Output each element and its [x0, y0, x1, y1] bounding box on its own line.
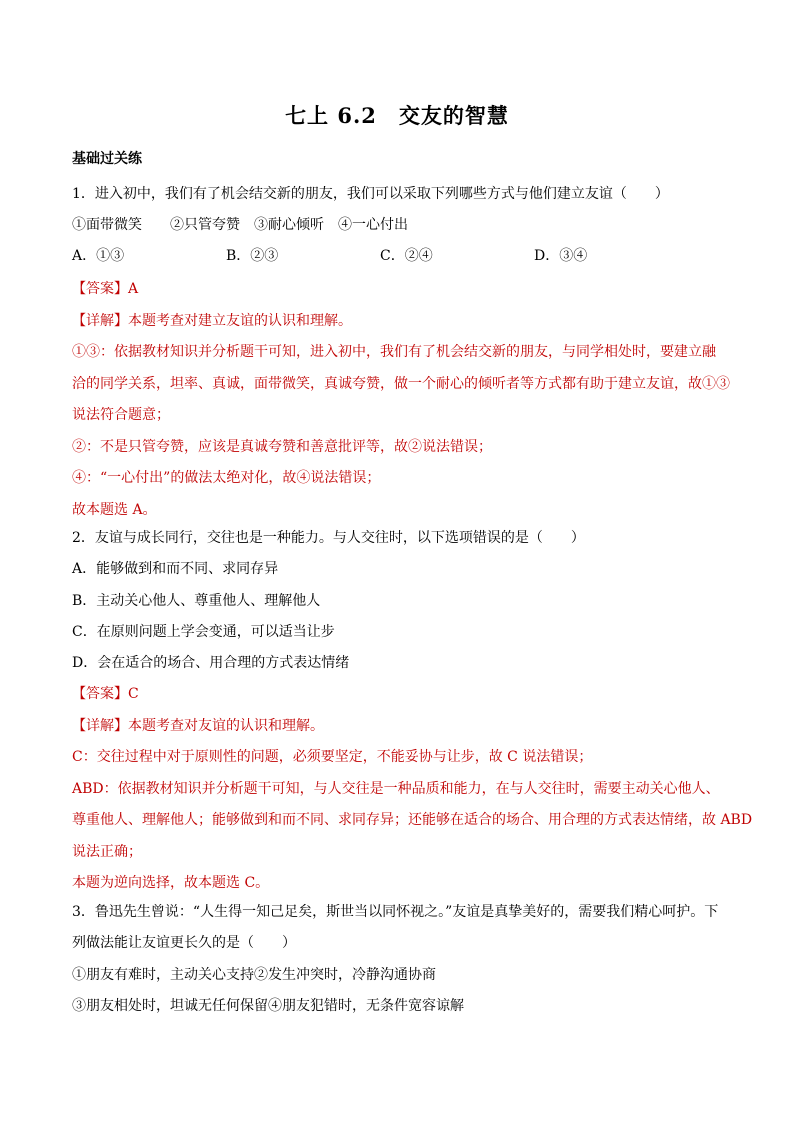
option-b: B．②③ — [226, 248, 279, 264]
section-heading: 基础过关练 — [72, 151, 142, 167]
question-3-stem-line: 3．鲁迅先生曾说：“人生得一知己足矣，斯世当以同怀视之。”友谊是真挚美好的，需要我们精心呵护。下 — [72, 904, 719, 920]
question-3-items-line: ③朋友相处时，坦诚无任何保留④朋友犯错时，无条件宽容谅解 — [72, 998, 464, 1014]
question-3-stem-line: 列做法能让友谊更长久的是（ ） — [72, 935, 296, 951]
question-2-explanation-line: 说法正确； — [72, 844, 142, 860]
page-title: 七上 6.2 交友的智慧 — [285, 103, 509, 128]
question-3-items-line: ①朋友有难时，主动关心支持②发生冲突时，冷静沟通协商 — [72, 967, 436, 983]
question-2-explanation-line: ABD：依据教材知识并分析题干可知，与人交往是一种品质和能力，在与人交往时，需要主动关心他人、 — [72, 781, 720, 797]
question-1-conclusion: 故本题选 A。 — [72, 502, 157, 518]
option-c: C．②④ — [380, 248, 433, 264]
question-2-option-b: B．主动关心他人、尊重他人、理解他人 — [72, 593, 321, 609]
question-1-detail: 【详解】本题考查对建立友谊的认识和理解。 — [72, 313, 352, 329]
question-2-stem: 2．友谊与成长同行，交往也是一种能力。与人交往时，以下选项错误的是（ ） — [72, 530, 585, 546]
question-1-explanation-line: ④：“一心付出”的做法太绝对化，故④说法错误； — [72, 470, 381, 486]
question-1-stem: 1．进入初中，我们有了机会结交新的朋友，我们可以采取下列哪些方式与他们建立友谊（ ） — [72, 186, 669, 202]
question-2-explanation-line: 尊重他人、理解他人；能够做到和而不同、求同存异；还能够在适合的场合、用合理的方式表达情绪，故 ABD — [72, 812, 753, 828]
question-2-answer: 【答案】C — [72, 686, 139, 702]
option-a: A．①③ — [72, 248, 125, 264]
question-1-answer: 【答案】A — [72, 281, 139, 297]
question-2-option-c: C．在原则问题上学会变通，可以适当让步 — [72, 624, 335, 640]
question-1-items: ①面带微笑 ②只管夸赞 ③耐心倾听 ④一心付出 — [72, 217, 408, 233]
option-d: D．③④ — [534, 248, 588, 264]
question-2-option-d: D．会在适合的场合、用合理的方式表达情绪 — [72, 655, 350, 671]
question-2-detail: 【详解】本题考查对友谊的认识和理解。 — [72, 718, 324, 734]
question-2-conclusion: 本题为逆向选择，故本题选 C。 — [72, 875, 270, 891]
question-2-option-a: A．能够做到和而不同、求同存异 — [72, 561, 279, 577]
question-1-explanation-line: 洽的同学关系，坦率、真诚，面带微笑，真诚夸赞，做一个耐心的倾听者等方式都有助于建立友谊，故①③ — [72, 376, 730, 392]
question-1-explanation-line: ①③：依据教材知识并分析题干可知，进入初中，我们有了机会结交新的朋友，与同学相处时，要建立融 — [72, 344, 716, 360]
question-2-explanation-line: C：交往过程中对于原则性的问题，必须要坚定，不能妥协与让步，故 C 说法错误； — [72, 749, 593, 765]
question-1-explanation-line: 说法符合题意； — [72, 407, 170, 423]
question-1-explanation-line: ②：不是只管夸赞，应该是真诚夸赞和善意批评等，故②说法错误； — [72, 439, 492, 455]
